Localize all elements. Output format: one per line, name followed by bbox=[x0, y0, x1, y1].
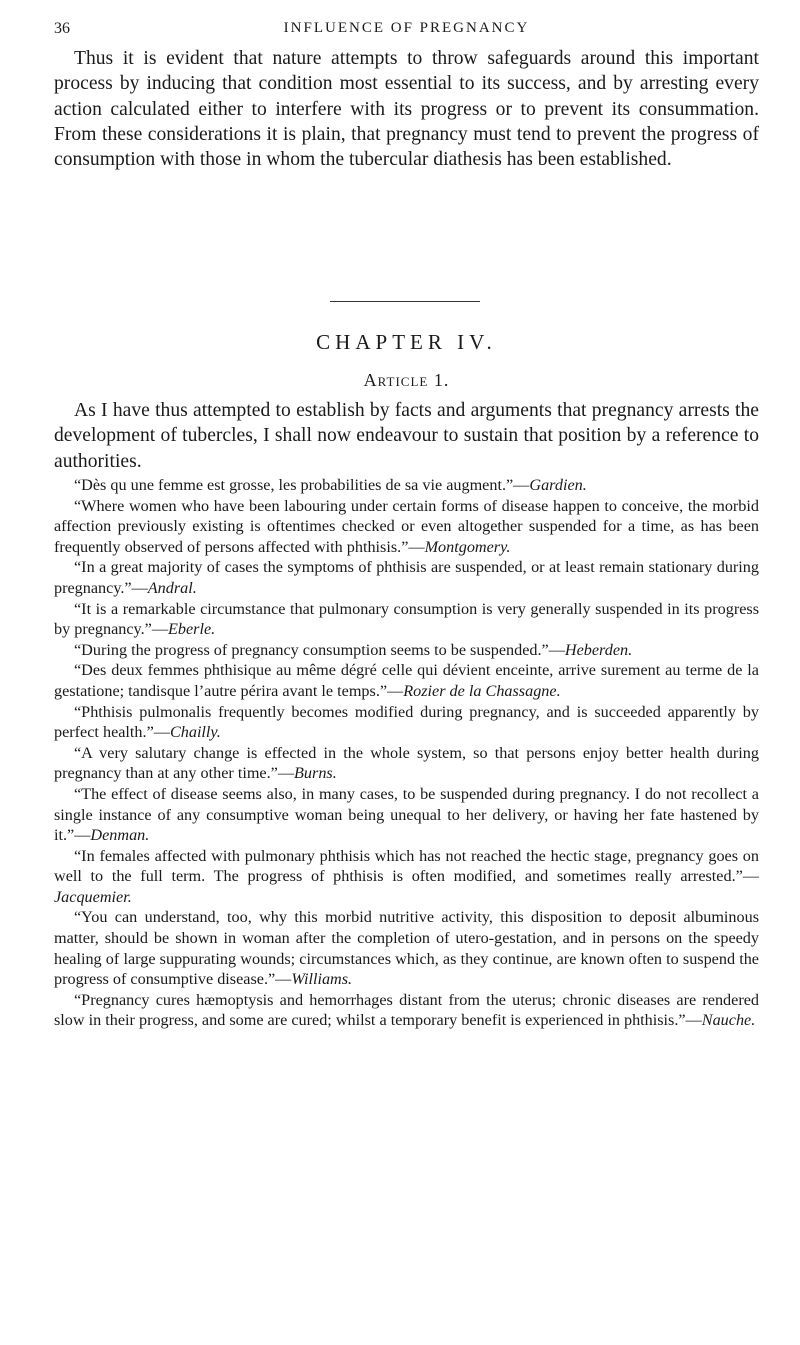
running-title: INFLUENCE OF PREGNANCY bbox=[283, 20, 530, 36]
running-head bbox=[54, 20, 759, 44]
quotation-author: Chailly. bbox=[169, 723, 221, 742]
quotation bbox=[54, 743, 759, 784]
quotation bbox=[54, 557, 759, 598]
quotation bbox=[54, 990, 759, 1031]
quotation bbox=[54, 475, 759, 496]
quotation-text: “Dès qu une femme est grosse, les probabilities de sa vie augment.”— bbox=[74, 476, 530, 494]
quotation-author: Rozier de la Chassagne. bbox=[403, 681, 561, 700]
quotation-author: Burns. bbox=[294, 764, 337, 783]
quotation bbox=[54, 660, 759, 701]
quotation-author: Williams. bbox=[291, 970, 353, 989]
quotation bbox=[54, 846, 759, 908]
quotation-text: “During the progress of pregnancy consumption seems to be suspended.”— bbox=[74, 640, 565, 659]
quotation bbox=[54, 599, 759, 640]
quotation-text: “You can understand, too, why this morbid nutritive activity, this disposition to deposit albuminous matter, should be shown in woman after the completion of utero-gestation, and in persons on the speedy healing of large suppurating wounds; circumstances which, as they continue, are known often to suspend the progress of consumptive disease.”— bbox=[54, 908, 759, 989]
quotation bbox=[54, 640, 759, 661]
quotation-text: “The effect of disease seems also, in many cases, to be suspended during pregnancy. I do not recollect a single instance of any consumptive woman being unequal to her delivery, or having her fate hastened by it.”— bbox=[54, 784, 759, 845]
quotation-author: Nauche. bbox=[701, 1011, 756, 1030]
quotation bbox=[54, 702, 759, 743]
quotation-text: “In a great majority of cases the symptoms of phthisis are suspended, or at least remain stationary during pregnancy.”— bbox=[54, 558, 759, 597]
quotation-text: “Des deux femmes phthisique au même dégré celle qui dévient enceinte, arrive surement au terme de la gestatione; tandisque l’autre périra avant le temps.”— bbox=[54, 661, 759, 700]
quotation-text: “Phthisis pulmonalis frequently becomes modified during pregnancy, and is succeeded apparently by perfect health.”— bbox=[54, 702, 759, 742]
quotation-text: “A very salutary change is effected in the whole system, so that persons enjoy better health during pregnancy than at any other time.”— bbox=[54, 743, 759, 783]
quotation bbox=[54, 784, 759, 846]
quotation-text: “Where women who have been labouring under certain forms of disease happen to conceive, the morbid affection previously existing is oftentimes checked or even altogether suspended for a time, as has been frequently observed of persons affected with phthisis.”— bbox=[54, 496, 759, 556]
quotation-author: Jacquemier. bbox=[54, 887, 132, 906]
quotation-text: “In females affected with pulmonary phthisis which has not reached the hectic stage, pregnancy goes on well to the full term. The progress of phthisis is often modified, and sometimes really arrested.”— bbox=[54, 846, 759, 886]
quotation bbox=[54, 907, 759, 989]
section-divider bbox=[330, 301, 480, 302]
lead-paragraph: As I have thus attempted to establish by facts and arguments that pregnancy arrests the development of tubercles, I shall now endeavour to sustain that position by a reference to authorities. bbox=[54, 400, 759, 472]
chapter-heading: CHAPTER IV. bbox=[316, 330, 497, 354]
page-number: 36 bbox=[54, 20, 70, 37]
quotation-author: Montgomery. bbox=[424, 537, 511, 556]
quotation-author: Heberden. bbox=[564, 640, 633, 659]
intro-paragraph: Thus it is evident that nature attempts to throw safeguards around this important process by inducing that condition most essential to its success, and by arresting every action calculated either to interfere with its progress or to prevent its consummation. From these considerations it is plain, that pregnancy must tend to prevent the progress of consumption with those in whom the tubercular diathesis has been established. bbox=[54, 48, 759, 171]
quotation-text: “It is a remarkable circumstance that pulmonary consumption is very generally suspended in its progress by pregnancy.”— bbox=[54, 599, 759, 639]
quotation-author: Andral. bbox=[147, 578, 197, 597]
quotations-list bbox=[54, 475, 759, 1031]
quotation bbox=[54, 496, 759, 558]
quotation-text: “Pregnancy cures hæmoptysis and hemorrhages distant from the uterus; chronic diseases are rendered slow in their progress, and some are cured; whilst a temporary benefit is experienced in phthisis.”— bbox=[54, 990, 759, 1030]
quotation-author: Gardien. bbox=[529, 476, 587, 494]
quotation-author: Denman. bbox=[90, 826, 150, 845]
quotation-author: Eberle. bbox=[168, 620, 216, 639]
article-heading: Article 1. bbox=[363, 370, 450, 390]
